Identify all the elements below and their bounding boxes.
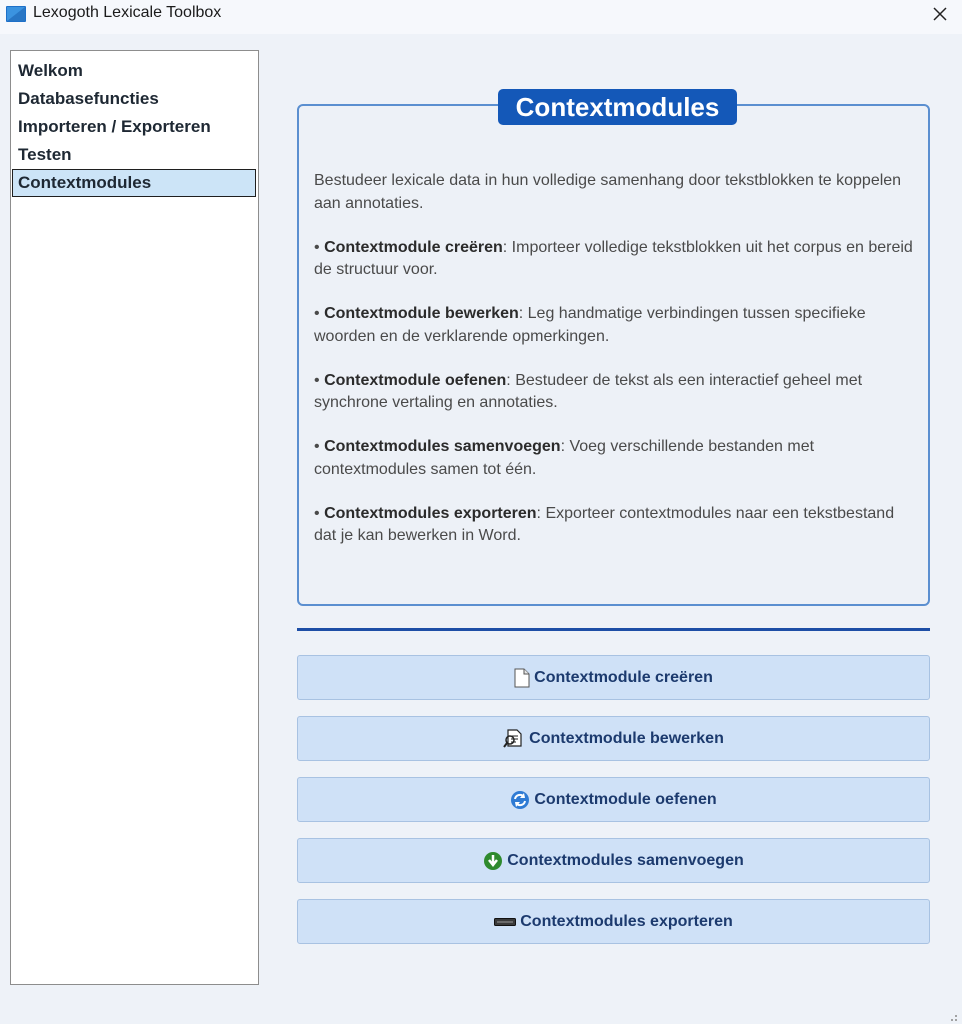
section-divider xyxy=(297,628,930,631)
close-icon xyxy=(932,6,948,22)
sidebar-item-testen[interactable]: Testen xyxy=(18,145,72,164)
panel-title: Contextmodules xyxy=(498,89,737,125)
sidebar xyxy=(10,50,259,985)
feature-name: Contextmodule creëren xyxy=(324,238,503,256)
edit-document-icon xyxy=(503,729,525,749)
resize-grip-icon[interactable] xyxy=(948,1012,958,1022)
bullet: • xyxy=(314,438,320,455)
sidebar-item-welkom[interactable]: Welkom xyxy=(18,61,83,80)
feature-name: Contextmodule bewerken xyxy=(324,305,519,322)
refresh-icon xyxy=(510,790,530,810)
sidebar-item-databasefuncties[interactable]: Databasefuncties xyxy=(18,89,159,108)
feature-item xyxy=(314,237,919,282)
export-bar-icon xyxy=(494,917,516,927)
intro-text: Bestudeer lexicale data in hun volledige samenhang door tekstblokken te koppelen aan annotaties. xyxy=(314,172,902,212)
feature-name: Contextmodules samenvoegen xyxy=(324,438,561,455)
button-label: Contextmodule creëren xyxy=(534,668,713,686)
button-label: Contextmodule oefenen xyxy=(534,790,717,808)
practice-contextmodule-button[interactable] xyxy=(297,777,930,822)
window-title: Lexogoth Lexicale Toolbox xyxy=(33,4,222,21)
button-label: Contextmodules samenvoegen xyxy=(507,851,744,869)
feature-item xyxy=(314,436,919,481)
edit-contextmodule-button[interactable] xyxy=(297,716,930,761)
close-button[interactable] xyxy=(924,0,956,28)
feature-item xyxy=(314,503,919,548)
panel-description xyxy=(314,170,919,569)
bullet: • xyxy=(314,371,320,389)
feature-desc: : Exporteer contextmodules naar een tekstbestand dat je kan bewerken in Word. xyxy=(314,504,895,544)
feature-name: Contextmodule oefenen xyxy=(324,371,507,389)
app-icon xyxy=(6,6,26,22)
feature-item xyxy=(314,303,919,348)
merge-contextmodules-button[interactable] xyxy=(297,838,930,883)
new-document-icon xyxy=(514,668,530,688)
button-label: Contextmodule bewerken xyxy=(529,729,724,747)
download-arrow-icon xyxy=(483,851,503,871)
sidebar-item-contextmodules[interactable]: Contextmodules xyxy=(12,169,256,197)
sidebar-item-importeren-exporteren[interactable]: Importeren / Exporteren xyxy=(18,117,211,136)
bullet: • xyxy=(314,305,320,322)
bullet: • xyxy=(314,504,320,522)
button-label: Contextmodules exporteren xyxy=(520,912,733,930)
create-contextmodule-button[interactable] xyxy=(297,655,930,700)
title-bar xyxy=(0,0,962,34)
feature-desc: : Importeer volledige tekstblokken uit het corpus en bereid de structuur voor. xyxy=(314,238,913,278)
feature-name: Contextmodules exporteren xyxy=(324,504,537,522)
feature-desc: : Voeg verschillende bestanden met contextmodules samen tot één. xyxy=(314,438,815,478)
feature-desc: : Leg handmatige verbindingen tussen specifieke woorden en de verklarende opmerkingen. xyxy=(314,305,866,345)
bullet: • xyxy=(314,238,320,256)
export-contextmodules-button[interactable] xyxy=(297,899,930,944)
feature-desc: : Bestudeer de tekst als een interactief geheel met synchrone vertaling en annotaties. xyxy=(314,371,863,411)
feature-item xyxy=(314,370,919,415)
